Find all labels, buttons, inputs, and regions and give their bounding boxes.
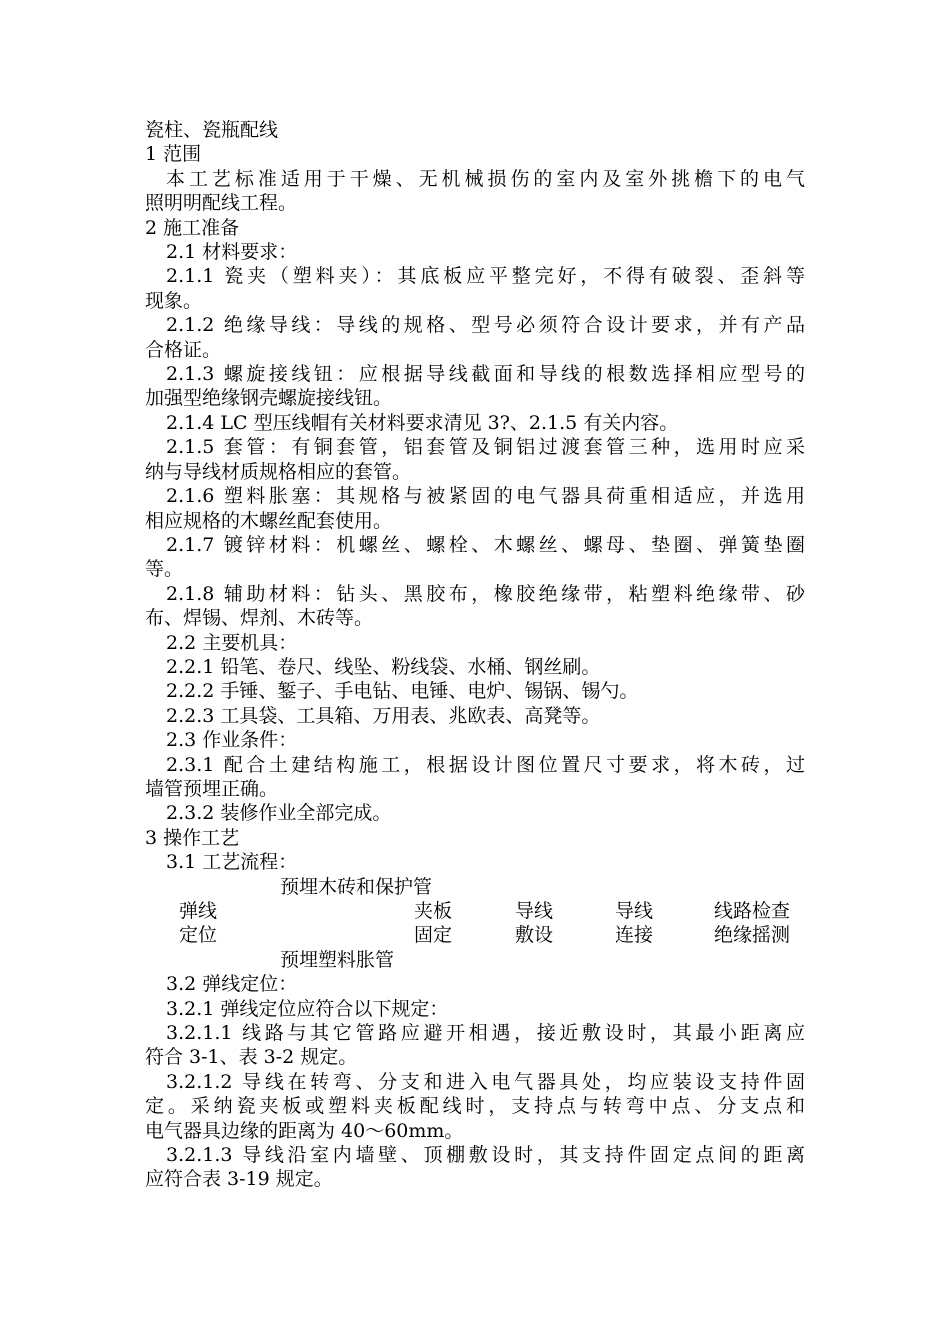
subsection-heading: 3.2 弹线定位： xyxy=(166,973,298,996)
flow-step-1-line2: 定位 xyxy=(179,924,218,947)
paragraph-line: 2.1.6 塑料胀塞：其规格与被紧固的电气器具荷重相适应，并选用 xyxy=(166,485,805,508)
paragraph-line: 2.2.1 铅笔、卷尺、线坠、粉线袋、水桶、钢丝刷。 xyxy=(166,655,601,678)
paragraph-line: 3.2.1.3 导线沿室内墙壁、顶棚敷设时，其支持件固定点间的距离 xyxy=(166,1144,805,1167)
subsection-heading: 2.2 主要机具： xyxy=(166,631,298,654)
paragraph-line: 3.2.1 弹线定位应符合以下规定： xyxy=(166,997,449,1020)
subsection-heading: 2.1 材料要求： xyxy=(166,241,298,264)
subsection-heading: 2.3 作业条件： xyxy=(166,729,298,752)
paragraph-line: 本工艺标准适用于干燥、无机械损伤的室内及室外挑檐下的电气 xyxy=(166,167,805,190)
paragraph-line: 2.1.8 辅助材料：钻头、黑胶布，橡胶绝缘带，粘塑料绝缘带、砂 xyxy=(166,582,805,605)
paragraph-line: 2.3.2 装修作业全部完成。 xyxy=(166,802,392,825)
paragraph-line: 照明明配线工程。 xyxy=(145,192,298,215)
paragraph-line: 2.1.7 镀锌材料：机螺丝、螺栓、木螺丝、螺母、垫圈、弹簧垫圈 xyxy=(166,533,805,556)
section-heading: 3 操作工艺 xyxy=(145,826,240,849)
paragraph-line: 相应规格的木螺丝配套使用。 xyxy=(145,509,393,532)
paragraph-line: 2.1.1 瓷夹（塑料夹）：其底板应平整完好，不得有破裂、歪斜等 xyxy=(166,265,805,288)
flow-step-5-line2: 绝缘摇测 xyxy=(714,924,791,947)
flow-step-2-line1: 夹板 xyxy=(414,899,453,922)
paragraph-line: 2.1.4 LC 型压线帽有关材料要求清见 3?、2.1.5 有关内容。 xyxy=(166,411,679,434)
paragraph-line: 合格证。 xyxy=(145,338,222,361)
process-flow xyxy=(145,875,805,973)
paragraph-line: 电气器具边缘的距离为 40～60mm。 xyxy=(145,1119,464,1142)
paragraph-line: 2.1.5 套管：有铜套管，铝套管及铜铝过渡套管三种，选用时应采 xyxy=(166,436,805,459)
paragraph-line: 等。 xyxy=(145,558,184,581)
flow-bottom-note: 预埋塑料胀管 xyxy=(280,948,395,971)
paragraph-line: 应符合表 3-19 规定。 xyxy=(145,1168,333,1191)
flow-step-4-line2: 连接 xyxy=(615,924,654,947)
flow-step-3-line2: 敷设 xyxy=(515,924,554,947)
paragraph-line: 3.2.1.1 线路与其它管路应避开相遇，接近敷设时，其最小距离应 xyxy=(166,1022,805,1044)
flow-step-1-line1: 弹线 xyxy=(179,899,218,922)
paragraph-line: 现象。 xyxy=(145,289,203,312)
paragraph-line: 3.2.1.2 导线在转弯、分支和进入电气器具处，均应装设支持件固 xyxy=(166,1070,805,1093)
flow-step-5-line1: 线路检查 xyxy=(714,899,791,922)
paragraph-line: 2.1.2 绝缘导线：导线的规格、型号必须符合设计要求，并有产品 xyxy=(166,314,805,337)
flow-step-4-line1: 导线 xyxy=(615,899,654,922)
paragraph-line: 纳与导线材质规格相应的套管。 xyxy=(145,460,412,483)
paragraph-line: 2.2.3 工具袋、工具箱、万用表、兆欧表、高凳等。 xyxy=(166,704,601,727)
paragraph-line: 墙管预埋正确。 xyxy=(145,777,279,800)
section-heading: 1 范围 xyxy=(145,143,202,166)
flow-top-note: 预埋木砖和保护管 xyxy=(280,875,433,898)
flow-step-2-line2: 固定 xyxy=(414,924,453,947)
paragraph-line: 2.2.2 手锤、錾子、手电钻、电锤、电炉、锡锅、锡勺。 xyxy=(166,680,639,703)
paragraph-line: 符合 3-1、表 3-2 规定。 xyxy=(145,1046,358,1069)
section-heading: 2 施工准备 xyxy=(145,216,240,239)
paragraph-line: 2.1.3 螺旋接线钮：应根据导线截面和导线的根数选择相应型号的 xyxy=(166,363,805,386)
doc-title: 瓷柱、瓷瓶配线 xyxy=(145,119,279,141)
document-body xyxy=(145,118,805,1192)
paragraph-line: 布、焊锡、焊剂、木砖等。 xyxy=(145,607,374,630)
subsection-heading: 3.1 工艺流程： xyxy=(166,851,298,874)
paragraph-line: 2.3.1 配合土建结构施工，根据设计图位置尺寸要求，将木砖，过 xyxy=(166,753,805,776)
flow-step-3-line1: 导线 xyxy=(515,899,554,922)
paragraph-line: 加强型绝缘钢壳螺旋接线钮。 xyxy=(145,387,393,410)
paragraph-line: 定。采纳瓷夹板或塑料夹板配线时，支持点与转弯中点、分支点和 xyxy=(145,1095,805,1118)
